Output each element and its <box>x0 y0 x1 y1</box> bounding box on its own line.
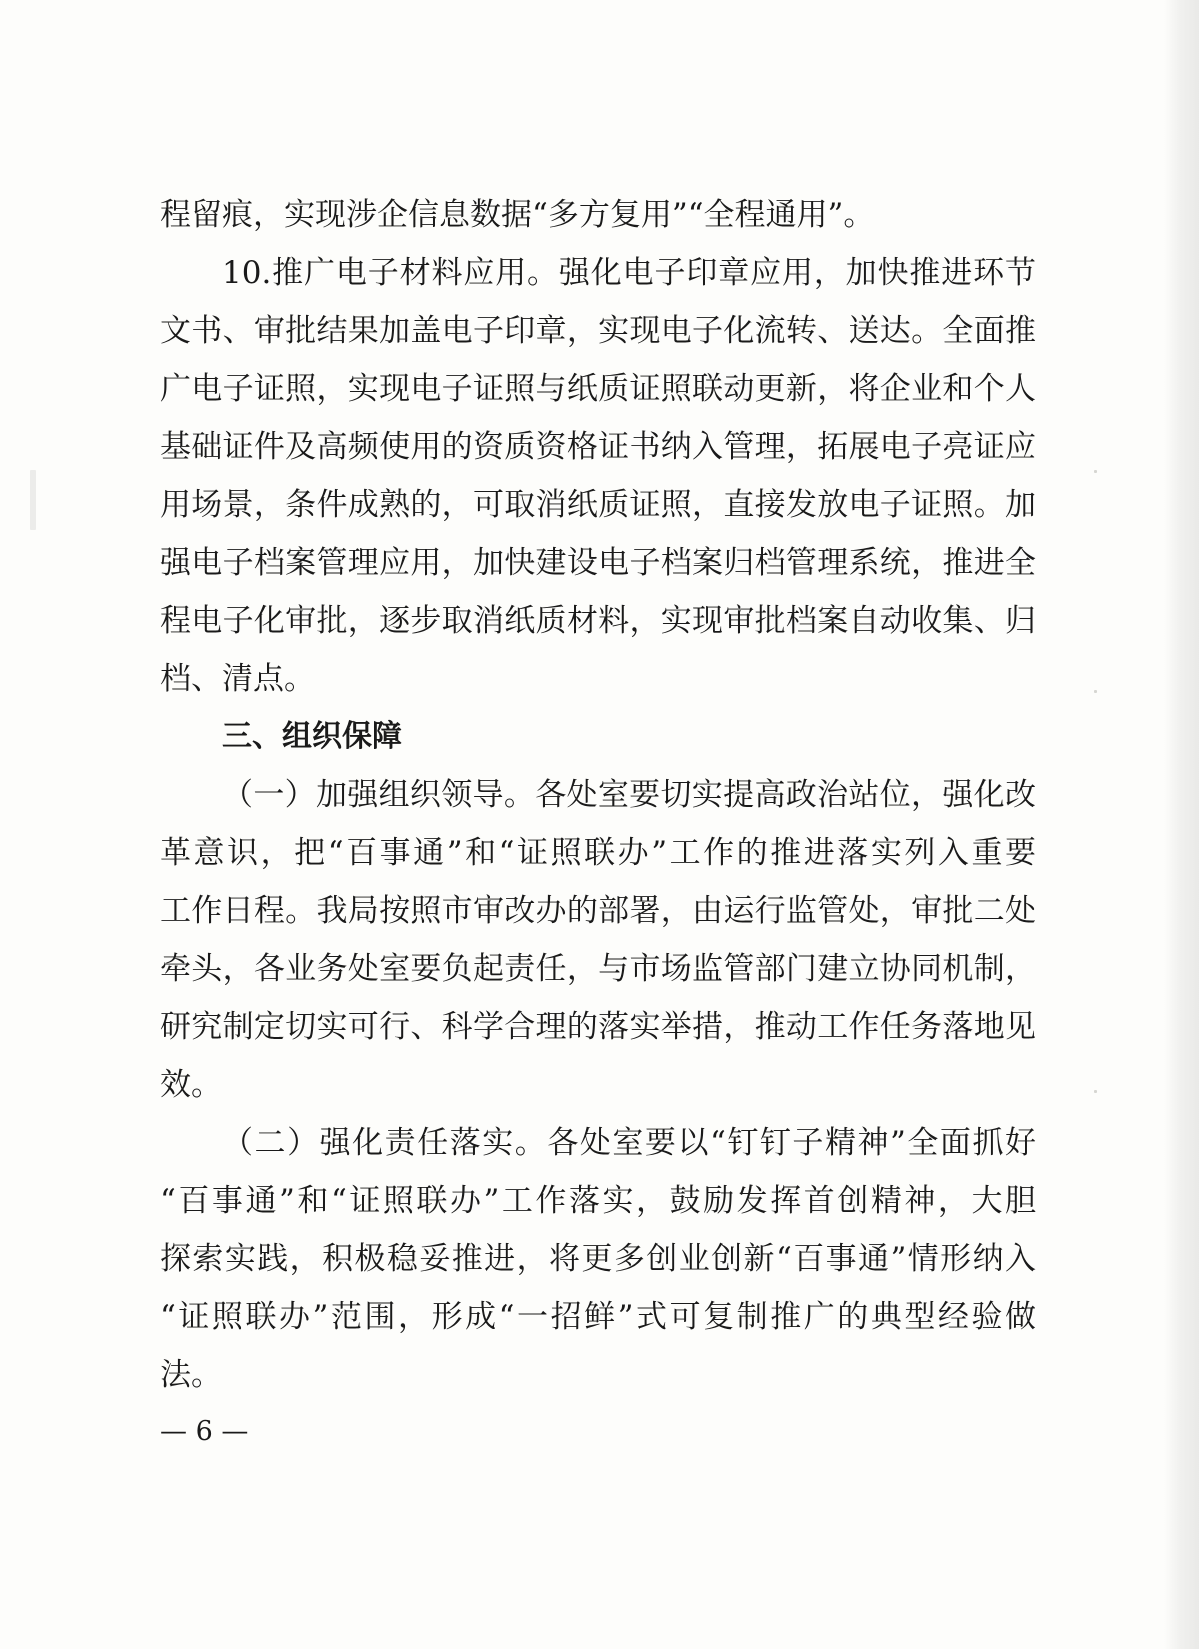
page-number: — 6 — <box>160 1416 249 1447</box>
scan-speck <box>1094 470 1097 473</box>
paragraph-line: 程电子化审批，逐步取消纸质材料，实现审批档案自动收集、归 <box>160 603 1036 639</box>
paragraph-line: 广电子证照，实现电子证照与纸质证照联动更新，将企业和个人 <box>160 371 1036 407</box>
paragraph-line: 强电子档案管理应用，加快建设电子档案归档管理系统，推进全 <box>160 545 1036 581</box>
paragraph-line: 革意识，把“百事通”和“证照联办”工作的推进落实列入重要 <box>160 835 1036 871</box>
scan-speck <box>1094 690 1097 693</box>
paragraph-line: 探索实践，积极稳妥推进，将更多创业创新“百事通”情形纳入 <box>160 1241 1036 1277</box>
paragraph-line: 研究制定切实可行、科学合理的落实举措，推动工作任务落地见 <box>160 1009 1036 1045</box>
scan-speck <box>30 470 36 530</box>
scan-speck <box>1094 1090 1097 1093</box>
paragraph-line: （二）强化责任落实。各处室要以“钉钉子精神”全面抓好 <box>222 1125 1036 1161</box>
scan-edge-shadow <box>1164 0 1199 1649</box>
paragraph-line: “证照联办”范围，形成“一招鲜”式可复制推广的典型经验做 <box>160 1299 1036 1335</box>
paragraph-line: 效。 <box>160 1067 222 1103</box>
paragraph-line: （一）加强组织领导。各处室要切实提高政治站位，强化改 <box>222 777 1036 813</box>
paragraph-line: 法。 <box>160 1357 222 1393</box>
paragraph-line: “百事通”和“证照联办”工作落实，鼓励发挥首创精神，大胆 <box>160 1183 1036 1219</box>
paragraph-line: 10.推广电子材料应用。强化电子印章应用，加快推进环节 <box>222 255 1036 291</box>
section-heading: 三、组织保障 <box>222 719 402 754</box>
paragraph-line: 程留痕，实现涉企信息数据“多方复用”“全程通用”。 <box>160 197 875 233</box>
paragraph-line: 工作日程。我局按照市审改办的部署，由运行监管处，审批二处 <box>160 893 1036 929</box>
paragraph-line: 基础证件及高频使用的资质资格证书纳入管理，拓展电子亮证应 <box>160 429 1036 465</box>
paragraph-line: 文书、审批结果加盖电子印章，实现电子化流转、送达。全面推 <box>160 313 1036 349</box>
paragraph-line: 牵头，各业务处室要负起责任，与市场监管部门建立协同机制， <box>160 951 1036 987</box>
body-text <box>160 186 1036 1404</box>
paragraph-line: 档、清点。 <box>160 661 315 697</box>
paragraph-line: 用场景，条件成熟的，可取消纸质证照，直接发放电子证照。加 <box>160 487 1036 523</box>
